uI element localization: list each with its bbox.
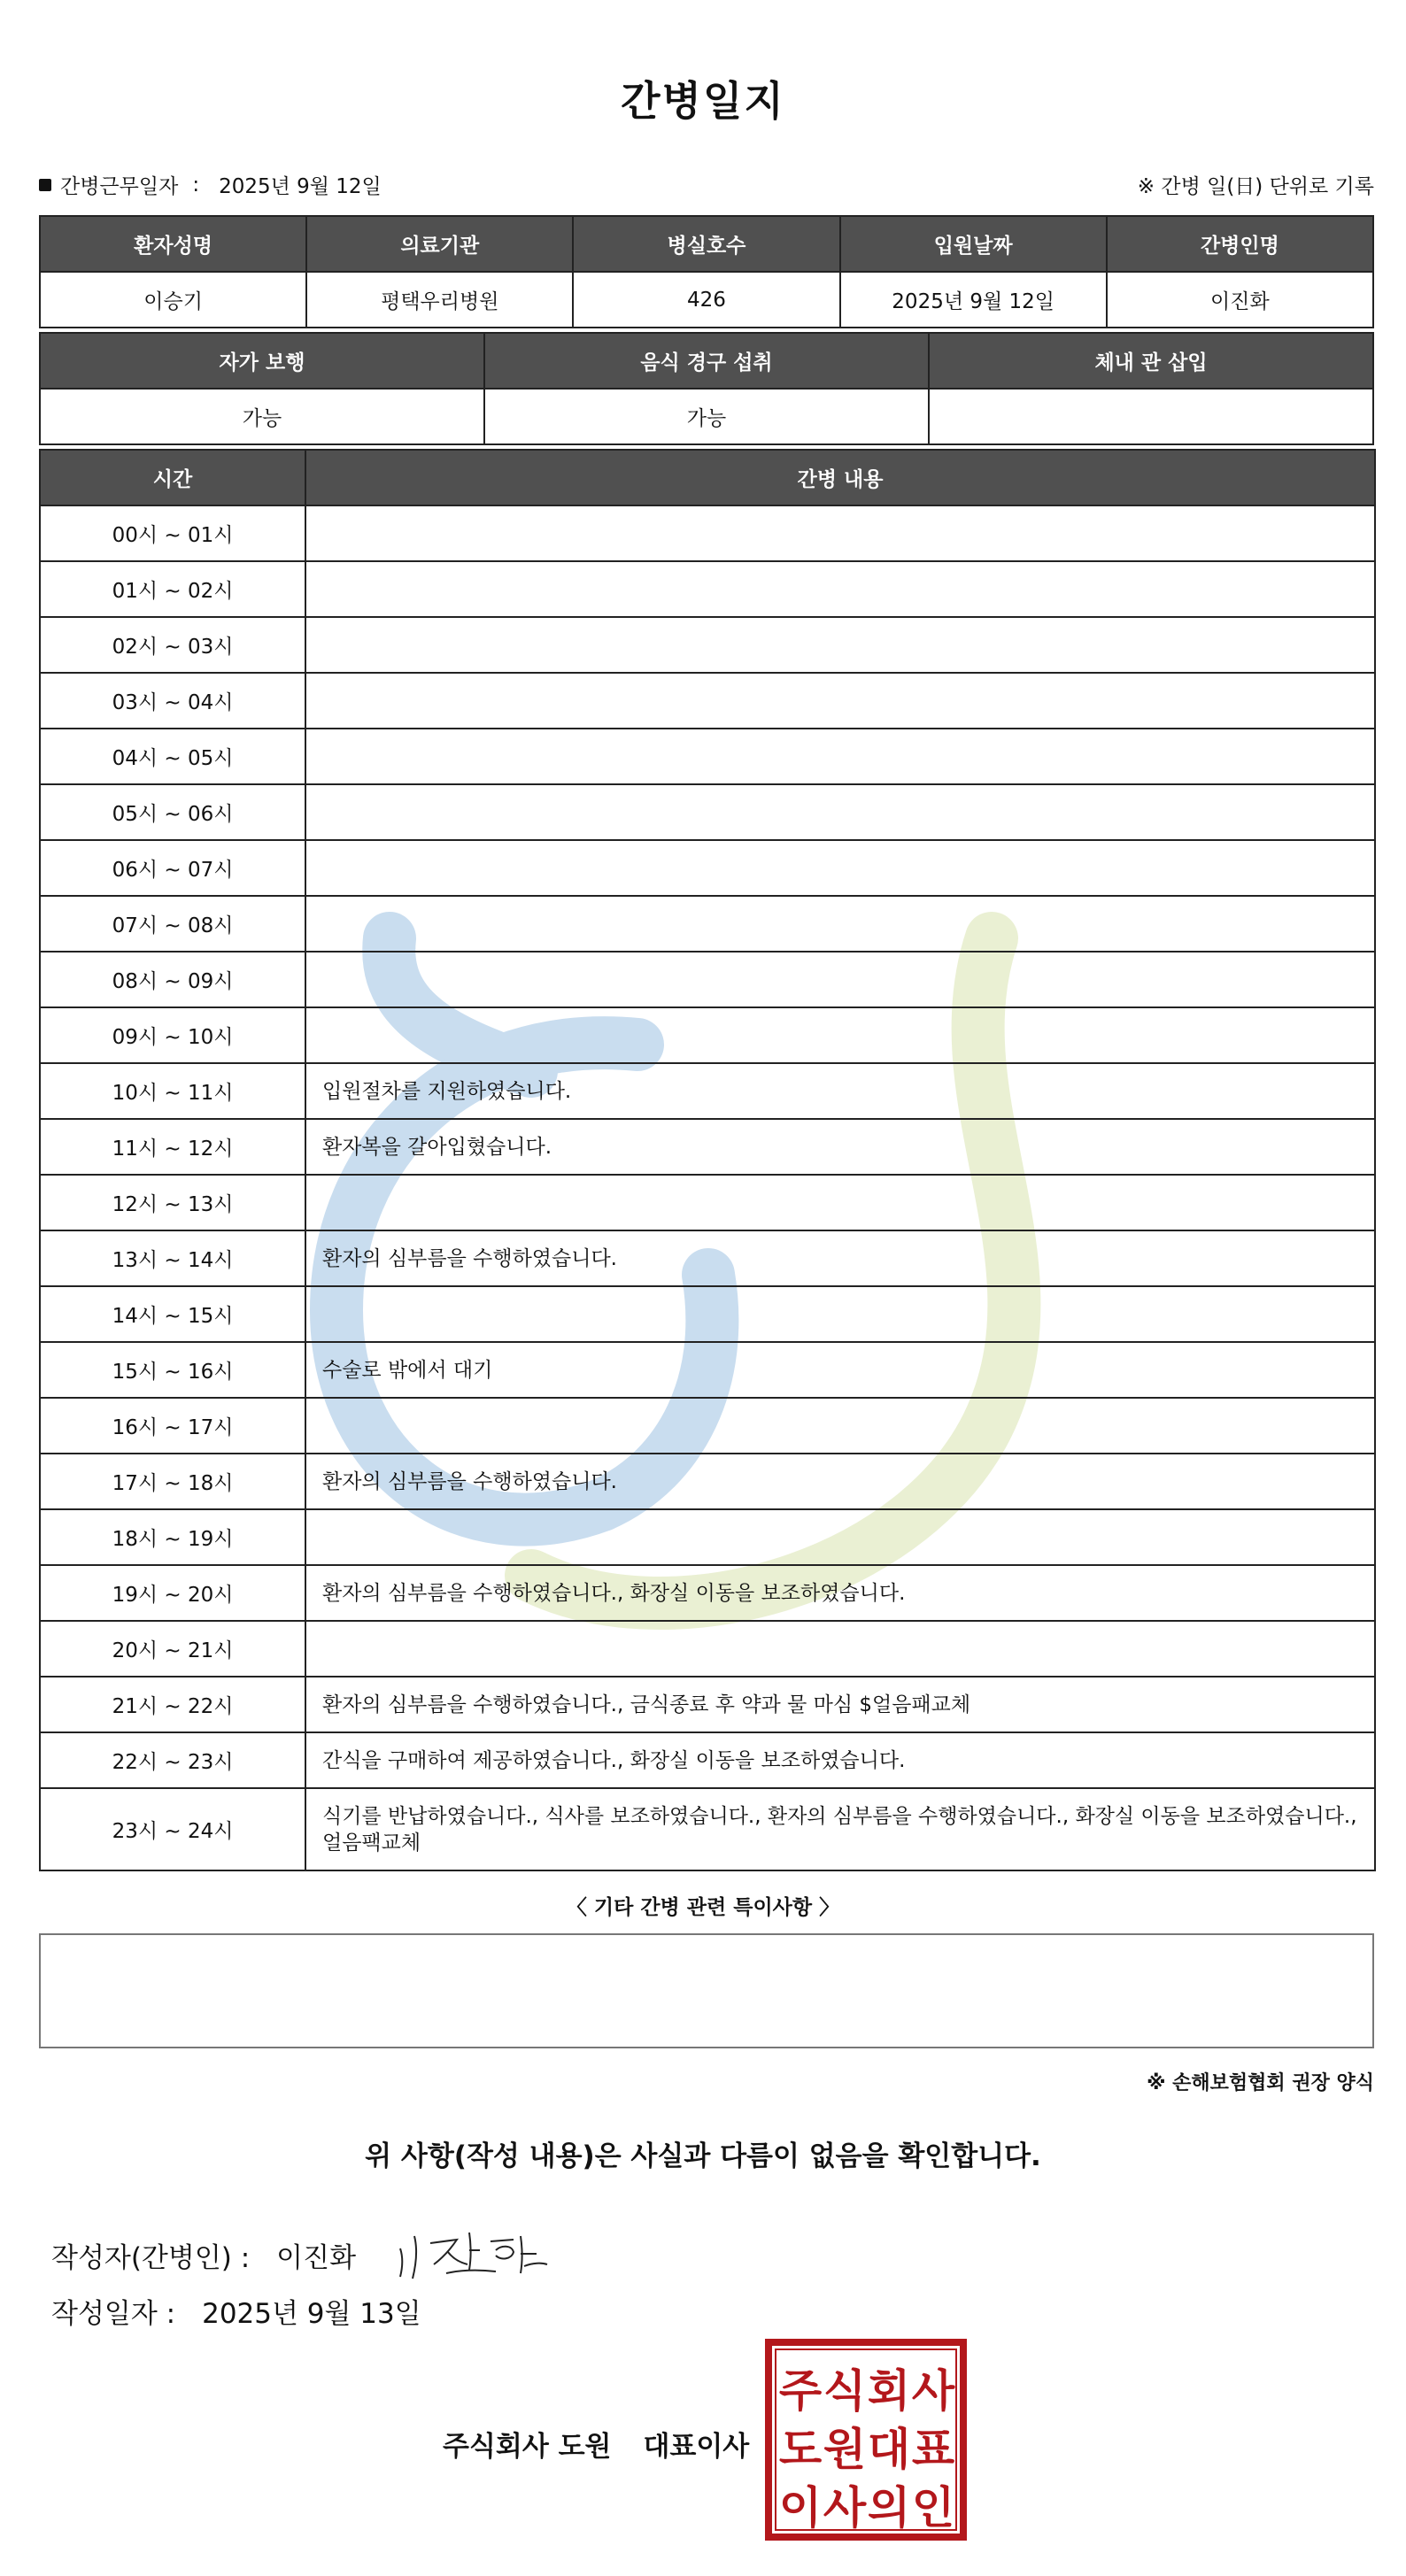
log-content: 환자의 심부름을 수행하였습니다., 화장실 이동을 보조하였습니다. [305,1565,1375,1621]
seal-character: 대 [867,2424,911,2475]
log-row [40,673,1375,729]
written-date-value: 2025년 9월 13일 [202,2298,421,2330]
recommended-form-note: ※ 손해보험협회 권장 양식 [1147,2072,1374,2094]
log-row [40,1007,1375,1063]
seal-character: 인 [911,2482,955,2534]
log-time: 08시 ~ 09시 [40,952,305,1007]
header-admission-date: 입원날짜 [840,216,1107,272]
record-unit-note: ※ 간병 일(日) 단위로 기록 [1137,175,1374,198]
header-patient-name: 환자성명 [40,216,306,272]
seal-character: 도 [778,2424,823,2475]
log-content: 입원절차를 지원하였습니다. [305,1063,1375,1119]
room-number: 426 [573,272,839,328]
log-row [40,1621,1375,1677]
seal-character: 사 [823,2482,867,2534]
patient-status-table [39,332,1374,445]
log-row [40,1509,1375,1565]
log-time: 17시 ~ 18시 [40,1454,305,1509]
caregiver-name: 이진화 [1107,272,1373,328]
log-content [305,729,1375,784]
log-time: 18시 ~ 19시 [40,1509,305,1565]
log-row [40,896,1375,952]
writer-label: 작성자(간병인) : [51,2241,251,2274]
special-notes-title: 〈 기타 간병 관련 특이사항 〉 [566,1896,840,1919]
company-name: 주식회사 도원 [443,2431,612,2463]
seal-character: 주 [778,2365,823,2417]
writer-row [51,2224,551,2286]
log-row [40,1063,1375,1119]
log-row [40,784,1375,840]
log-content [305,840,1375,896]
log-content: 간식을 구매하여 제공하였습니다., 화장실 이동을 보조하였습니다. [305,1732,1375,1788]
log-time: 11시 ~ 12시 [40,1119,305,1175]
log-row [40,840,1375,896]
header-room-number: 병실호수 [573,216,839,272]
log-time: 06시 ~ 07시 [40,840,305,896]
log-content: 환자복을 갈아입혔습니다. [305,1119,1375,1175]
log-time: 15시 ~ 16시 [40,1342,305,1398]
seal-character: 식 [823,2365,867,2417]
log-content [305,617,1375,673]
log-time: 20시 ~ 21시 [40,1621,305,1677]
log-content: 환자의 심부름을 수행하였습니다., 금식종료 후 약과 물 마심 $얼음패교체 [305,1677,1375,1732]
written-date-label: 작성일자 : [51,2298,176,2330]
company-seal-stamp [765,2339,967,2541]
header-oral-intake: 음식 경구 섭취 [484,333,929,389]
work-date-group [39,170,382,199]
special-notes-box [39,1933,1374,2048]
header-caregiver-name: 간병인명 [1107,216,1373,272]
log-content: 환자의 심부름을 수행하였습니다. [305,1230,1375,1286]
log-time: 09시 ~ 10시 [40,1007,305,1063]
oral-intake-value: 가능 [484,389,929,444]
log-time: 07시 ~ 08시 [40,896,305,952]
seal-character: 의 [867,2482,911,2534]
seal-character: 이 [778,2482,823,2534]
log-time: 12시 ~ 13시 [40,1175,305,1230]
log-row [40,1677,1375,1732]
log-content [305,784,1375,840]
header-care-content: 간병 내용 [305,450,1375,505]
log-content [305,1007,1375,1063]
header-tube-insertion: 체내 관 삽입 [929,333,1373,389]
log-row [40,1732,1375,1788]
log-row [40,1286,1375,1342]
log-row [40,1398,1375,1454]
log-row [40,1454,1375,1509]
log-row [40,1342,1375,1398]
work-date-colon: : [192,173,200,197]
header-time: 시간 [40,450,305,505]
log-row [40,1175,1375,1230]
log-time: 19시 ~ 20시 [40,1565,305,1621]
admission-date: 2025년 9월 12일 [840,272,1107,328]
seal-character: 표 [911,2424,955,2475]
log-time: 04시 ~ 05시 [40,729,305,784]
log-content [305,1509,1375,1565]
log-row [40,561,1375,617]
log-time: 03시 ~ 04시 [40,673,305,729]
patient-name: 이승기 [40,272,306,328]
log-time: 13시 ~ 14시 [40,1230,305,1286]
log-row [40,617,1375,673]
care-log-body [40,505,1375,1870]
patient-info-table [39,215,1374,328]
log-row [40,952,1375,1007]
log-time: 01시 ~ 02시 [40,561,305,617]
log-row [40,1119,1375,1175]
work-date-label: 간병근무일자 [60,175,179,198]
log-row [40,1788,1375,1870]
log-time: 22시 ~ 23시 [40,1732,305,1788]
company-line [443,2424,749,2464]
log-content [305,1175,1375,1230]
written-date-row [51,2291,421,2331]
log-content [305,673,1375,729]
log-row [40,1230,1375,1286]
log-content: 수술로 밖에서 대기 [305,1342,1375,1398]
log-content [305,1621,1375,1677]
log-content [305,952,1375,1007]
seal-character: 원 [823,2424,867,2475]
log-content [305,505,1375,561]
handwritten-signature [391,2224,551,2286]
seal-character: 회 [867,2365,911,2417]
log-time: 05시 ~ 06시 [40,784,305,840]
log-row [40,505,1375,561]
log-row [40,1565,1375,1621]
log-time: 00시 ~ 01시 [40,505,305,561]
page-title: 간병일지 [621,77,785,125]
bullet-square-icon [39,179,51,191]
hospital-name: 평택우리병원 [306,272,573,328]
log-content: 환자의 심부름을 수행하였습니다. [305,1454,1375,1509]
log-time: 02시 ~ 03시 [40,617,305,673]
meta-row [39,170,1374,202]
log-content [305,1398,1375,1454]
representative-title: 대표이사 [643,2431,750,2463]
log-time: 10시 ~ 11시 [40,1063,305,1119]
work-date-value: 2025년 9월 12일 [219,175,382,198]
seal-character: 사 [911,2365,955,2417]
log-row [40,729,1375,784]
log-time: 21시 ~ 22시 [40,1677,305,1732]
log-time: 23시 ~ 24시 [40,1788,305,1870]
log-content [305,1286,1375,1342]
log-content: 식기를 반납하였습니다., 식사를 보조하였습니다., 환자의 심부름을 수행하였습니다., 화장실 이동을 보조하였습니다., 얼음팩교체 [305,1788,1375,1870]
tube-insertion-value [929,389,1373,444]
log-time: 14시 ~ 15시 [40,1286,305,1342]
log-content [305,896,1375,952]
writer-name: 이진화 [276,2241,357,2274]
header-self-walking: 자가 보행 [40,333,484,389]
log-time: 16시 ~ 17시 [40,1398,305,1454]
self-walking-value: 가능 [40,389,484,444]
header-hospital: 의료기관 [306,216,573,272]
care-log-table [39,449,1376,1871]
log-content [305,561,1375,617]
confirmation-statement: 위 사항(작성 내용)은 사실과 다름이 없음을 확인합니다. [365,2140,1041,2172]
